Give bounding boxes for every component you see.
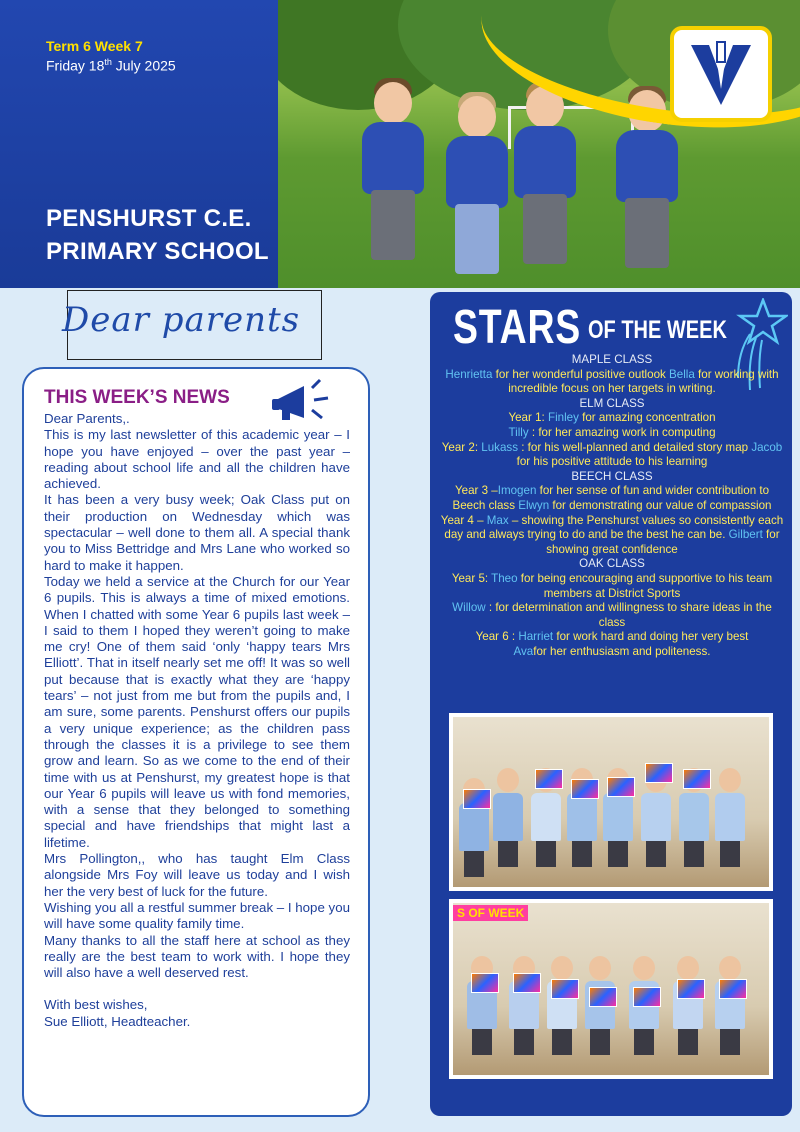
news-signoff: With best wishes, [44, 997, 148, 1013]
news-paragraph: Dear Parents,. [44, 411, 130, 426]
school-logo-icon [670, 26, 772, 122]
news-paragraph: This is my last newsletter of this academic year – I hope you have enjoyed – over the past year – reading about school life and all the children have achieved. [44, 427, 350, 492]
class-heading-beech: BEECH CLASS [571, 469, 653, 483]
award-entry: Willow : for determination and willingness to share ideas in the class [452, 601, 772, 629]
news-title: THIS WEEK’S NEWS [44, 387, 230, 408]
stars-photo-1 [449, 713, 773, 891]
photo-banner: S OF WEEK [453, 905, 528, 921]
dear-parents-heading: Dear parents [62, 300, 301, 340]
news-paragraph: Mrs Pollington,, who has taught Elm Class alongside Mrs Foy will leave us today and I wish her the very best of luck for the future. [44, 851, 350, 899]
award-entry: Tilly : for her amazing work in computing [508, 425, 716, 439]
class-heading-elm: ELM CLASS [579, 396, 645, 410]
newsletter-date: Friday 18th July 2025 [46, 57, 176, 74]
award-entry: Year 4 – Max – showing the Penshurst values so consistently each day and always trying to do and be the best he can be. Gilbert for showing great confidence [440, 513, 784, 556]
news-signature: Sue Elliott, Headteacher. [44, 1013, 191, 1029]
award-entry: Year 2: Lukass : for his well-planned and detailed story map Jacob for his positive attitude to his learning [441, 440, 783, 469]
award-entry: Henrietta for her wonderful positive outlook Bella for working with incredible focus on her targets in writing. [445, 367, 779, 396]
school-name: PENSHURST C.E. PRIMARY SCHOOL [46, 205, 269, 265]
class-heading-maple: MAPLE CLASS [571, 353, 653, 366]
news-paragraph: It has been a very busy week; Oak Class put on their production on Wednesday which was spectacular – well done to them all. A special thank you to Miss Bettridge and Mrs Lane who worked so hard to make it happen. [44, 492, 350, 573]
news-body [44, 411, 350, 1030]
award-entry: Year 5: Theo for being encouraging and supportive to his team members at District Sports [451, 571, 773, 600]
awards-list [440, 353, 784, 659]
award-entry: Avafor her enthusiasm and politeness. [513, 644, 711, 658]
header-banner [0, 0, 800, 288]
news-paragraph: Wishing you all a restful summer break – I hope you will have some quality family time. [44, 899, 350, 932]
term-week-label: Term 6 Week 7 [46, 38, 143, 54]
news-paragraph: Many thanks to all the staff here at school as they really are the best team to work with. I hope they will also have a well deserved rest. [44, 932, 350, 981]
stars-photo-2 [449, 899, 773, 1079]
award-entry: Year 6 : Harriet for work hard and doing her very best [475, 630, 749, 644]
award-entry: Year 1: Finley for amazing concentration [508, 411, 716, 425]
news-paragraph: Today we held a service at the Church for our Year 6 pupils. This is always a time of mixed emotions. When I chatted with some Year 6 pupils last week – I said to them I hoped they weren’t going to make me cry! One of them said ‘only ‘happy tears Mrs Elliott’. That in itself nearly set me off! It was so well put because that is exactly what they are ‘happy tears’ – not just from me but from the pupils and, I am sure, some parents. Penshurst offers our pupils a very unique experience; as the children pass through the classes it is a privilege to see them grow and learn. So as we come to the end of their time with us at Penshurst, my greatest hope is that our Year 6 pupils will leave us with fond memories, with a sense that they belonged to something special and have friendships that might last a lifetime. [44, 573, 350, 850]
class-heading-oak: OAK CLASS [579, 557, 645, 571]
stars-title: STARS [453, 301, 582, 354]
stars-subtitle: OF THE WEEK [588, 316, 727, 344]
award-entry: Year 3 –Imogen for her sense of fun and wider contribution to Beech class Elwyn for demonstrating our value of compassion [452, 484, 772, 512]
